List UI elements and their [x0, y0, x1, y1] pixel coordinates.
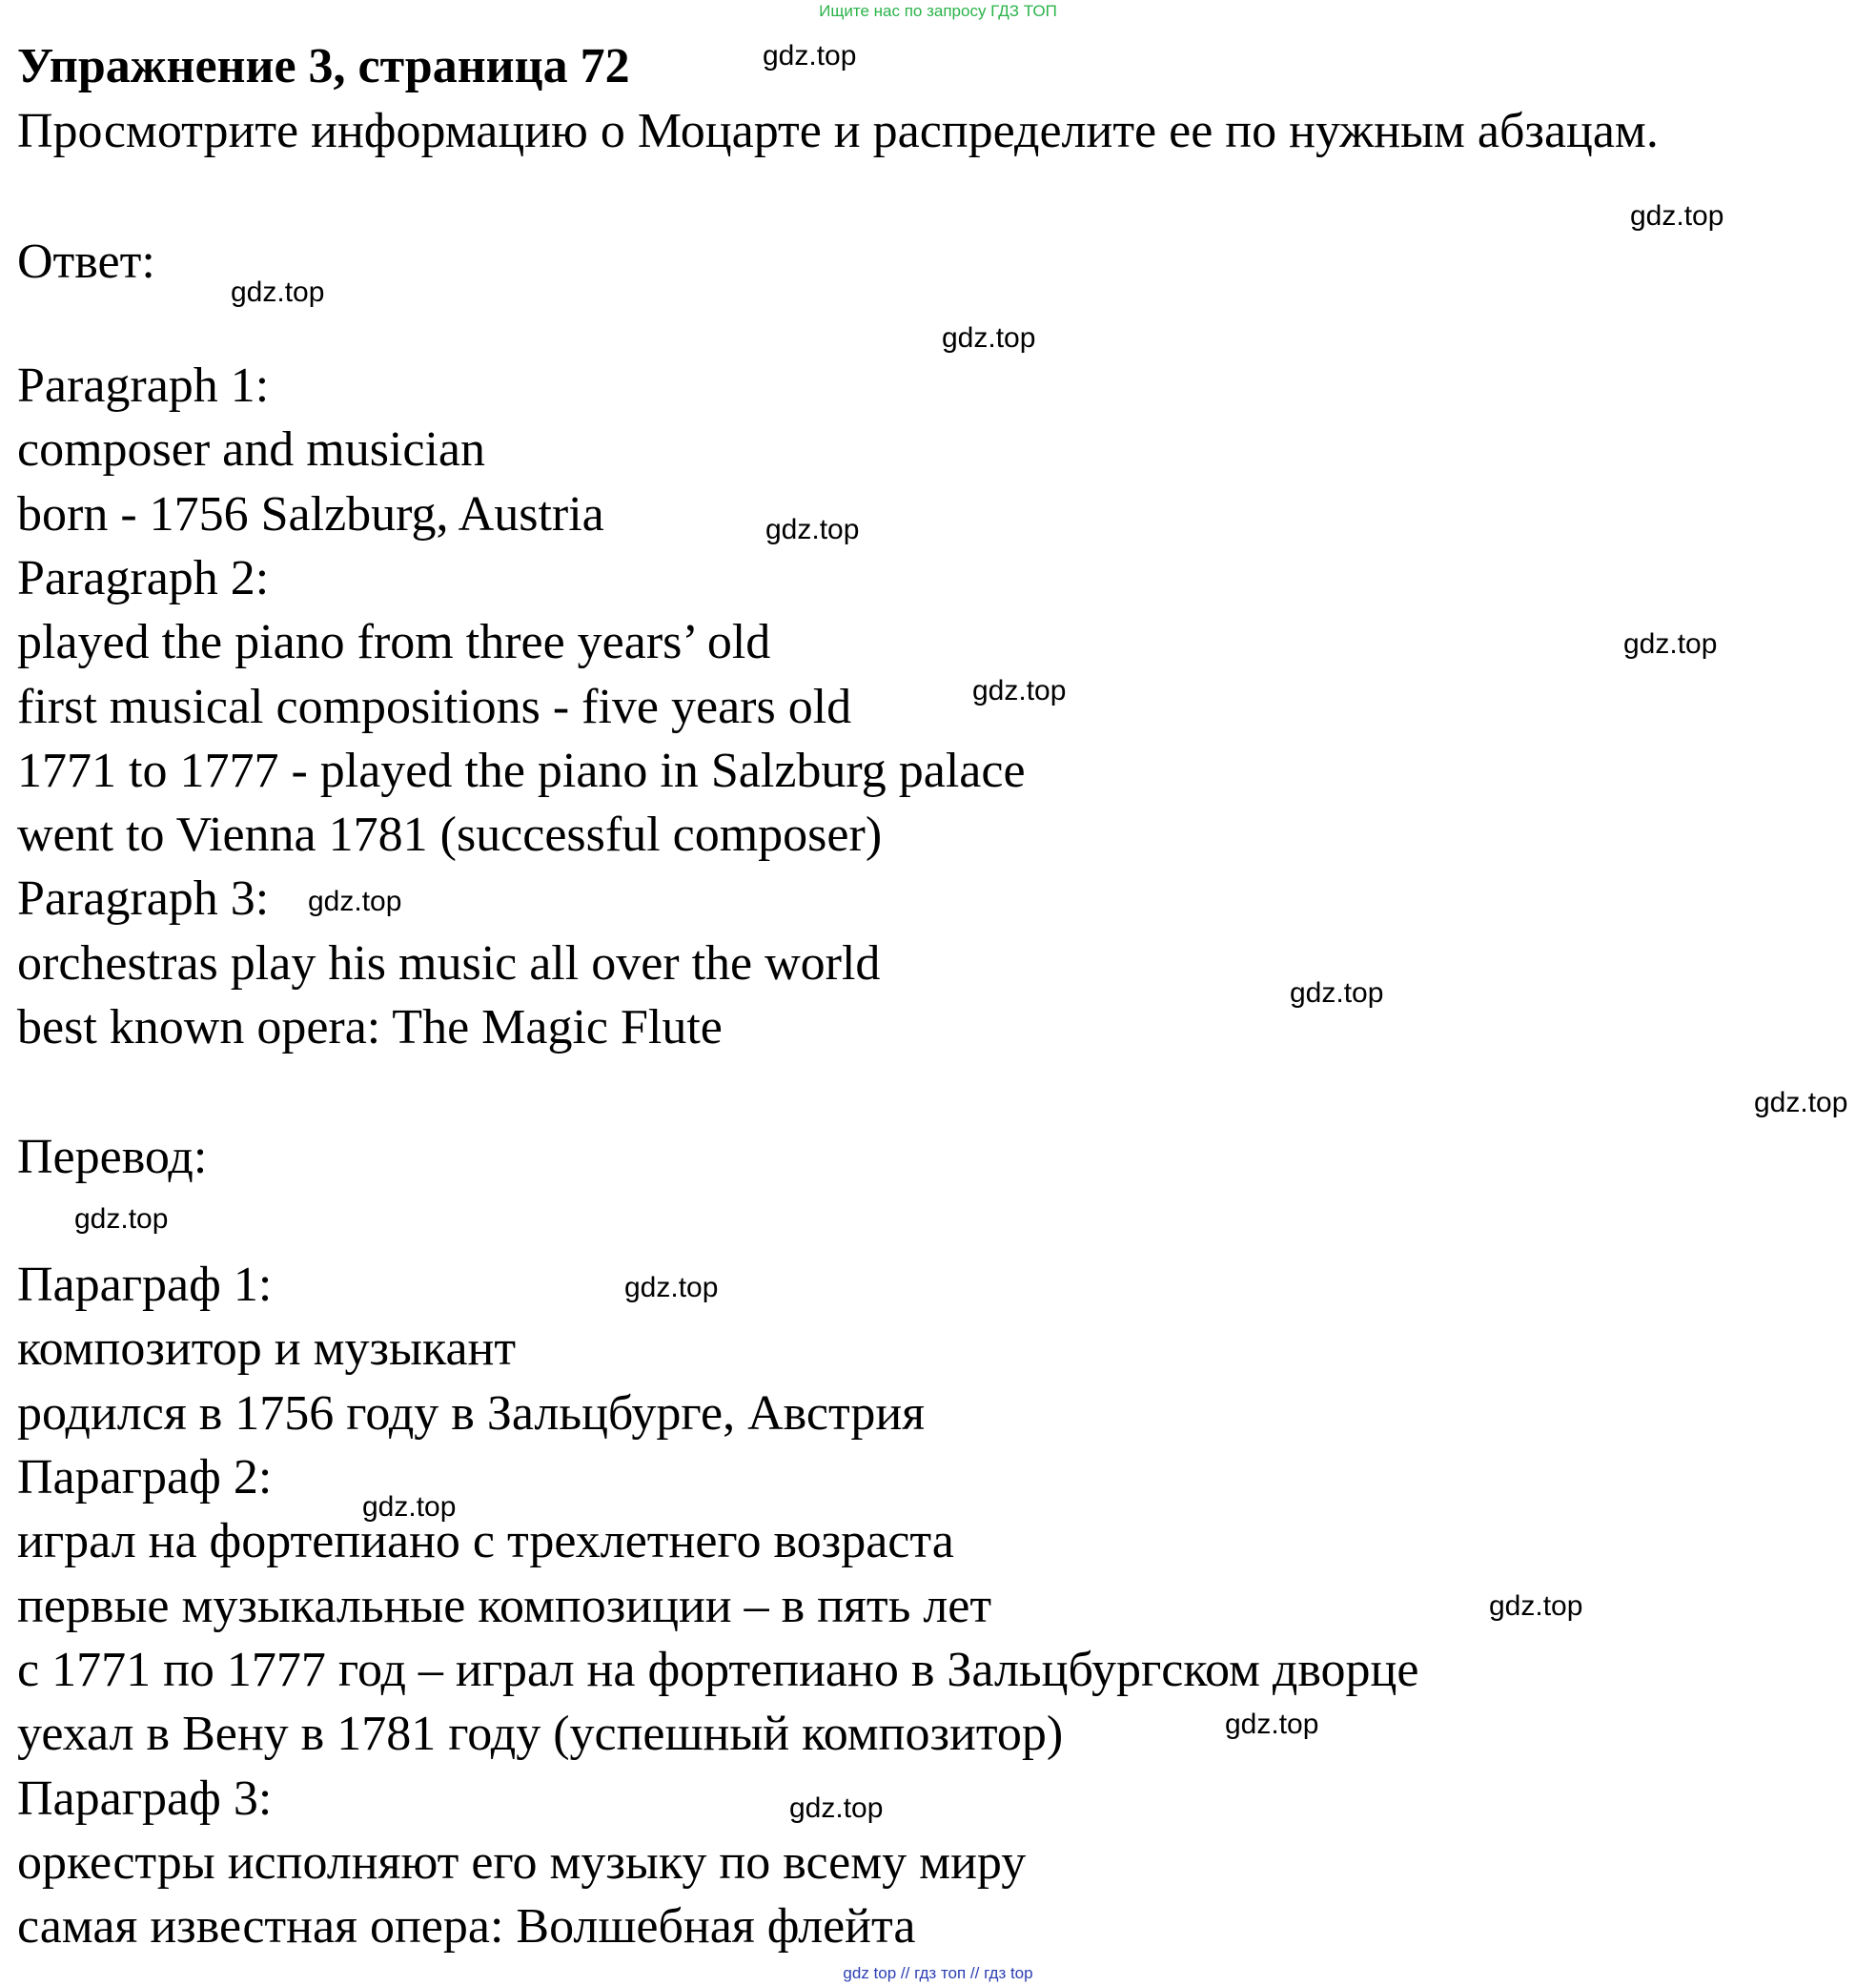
watermark: gdz.top — [1489, 1590, 1583, 1622]
answer-line: composer and musician — [17, 422, 485, 477]
answer-label: Ответ: — [17, 235, 155, 289]
watermark: gdz.top — [1630, 200, 1724, 232]
watermark: gdz.top — [231, 276, 325, 308]
watermark: gdz.top — [763, 40, 857, 72]
translation-line: уехал в Вену в 1781 году (успешный композитор) — [17, 1707, 1064, 1761]
answer-line: Paragraph 1: — [17, 358, 270, 413]
watermark: gdz.top — [1754, 1087, 1848, 1118]
watermark: gdz.top — [972, 675, 1067, 706]
watermark: gdz.top — [308, 886, 402, 917]
translation-line: родился в 1756 году в Зальцбурге, Австрия — [17, 1386, 926, 1441]
translation-line: самая известная опера: Волшебная флейта — [17, 1899, 916, 1954]
translation-line: композитор и музыкант — [17, 1321, 517, 1376]
answer-line: Paragraph 3: — [17, 871, 270, 926]
translation-line: первые музыкальные композиции – в пять лет — [17, 1579, 992, 1633]
watermark: gdz.top — [74, 1203, 169, 1235]
watermark: gdz.top — [1623, 628, 1718, 660]
watermark: gdz.top — [789, 1792, 884, 1824]
top-banner: Ищите нас по запросу ГДЗ ТОП — [819, 2, 1057, 20]
answer-line: orchestras play his music all over the world — [17, 936, 881, 991]
watermark: gdz.top — [624, 1272, 719, 1303]
translation-line: Параграф 1: — [17, 1258, 273, 1312]
answer-line: first musical compositions - five years old — [17, 680, 852, 734]
answer-line: 1771 to 1777 - played the piano in Salzburg palace — [17, 744, 1026, 798]
translation-line: оркестры исполняют его музыку по всему миру — [17, 1835, 1027, 1890]
answer-line: went to Vienna 1781 (successful composer) — [17, 808, 883, 862]
task-text: Просмотрите информацию о Моцарте и распределите ее по нужным абзацам. — [17, 104, 1659, 158]
answer-line: played the piano from three years’ old — [17, 615, 771, 669]
translation-line: с 1771 по 1777 год – играл на фортепиано в Зальцбургском дворце — [17, 1643, 1419, 1697]
translation-line: Параграф 2: — [17, 1450, 273, 1505]
exercise-title: Упражнение 3, страница 72 — [17, 39, 630, 93]
watermark: gdz.top — [765, 514, 860, 545]
answer-line: best known opera: The Magic Flute — [17, 1000, 723, 1054]
answer-line: born - 1756 Salzburg, Austria — [17, 487, 604, 542]
watermark: gdz.top — [1290, 977, 1384, 1009]
translation-line: Параграф 3: — [17, 1771, 273, 1826]
translation-line: играл на фортепиано с трехлетнего возраста — [17, 1514, 954, 1568]
footer: gdz top // гдз топ // гдз top — [843, 1964, 1033, 1982]
answer-line: Paragraph 2: — [17, 551, 270, 605]
watermark: gdz.top — [362, 1491, 457, 1523]
watermark: gdz.top — [942, 322, 1036, 354]
translation-label: Перевод: — [17, 1130, 208, 1184]
watermark: gdz.top — [1225, 1709, 1319, 1740]
